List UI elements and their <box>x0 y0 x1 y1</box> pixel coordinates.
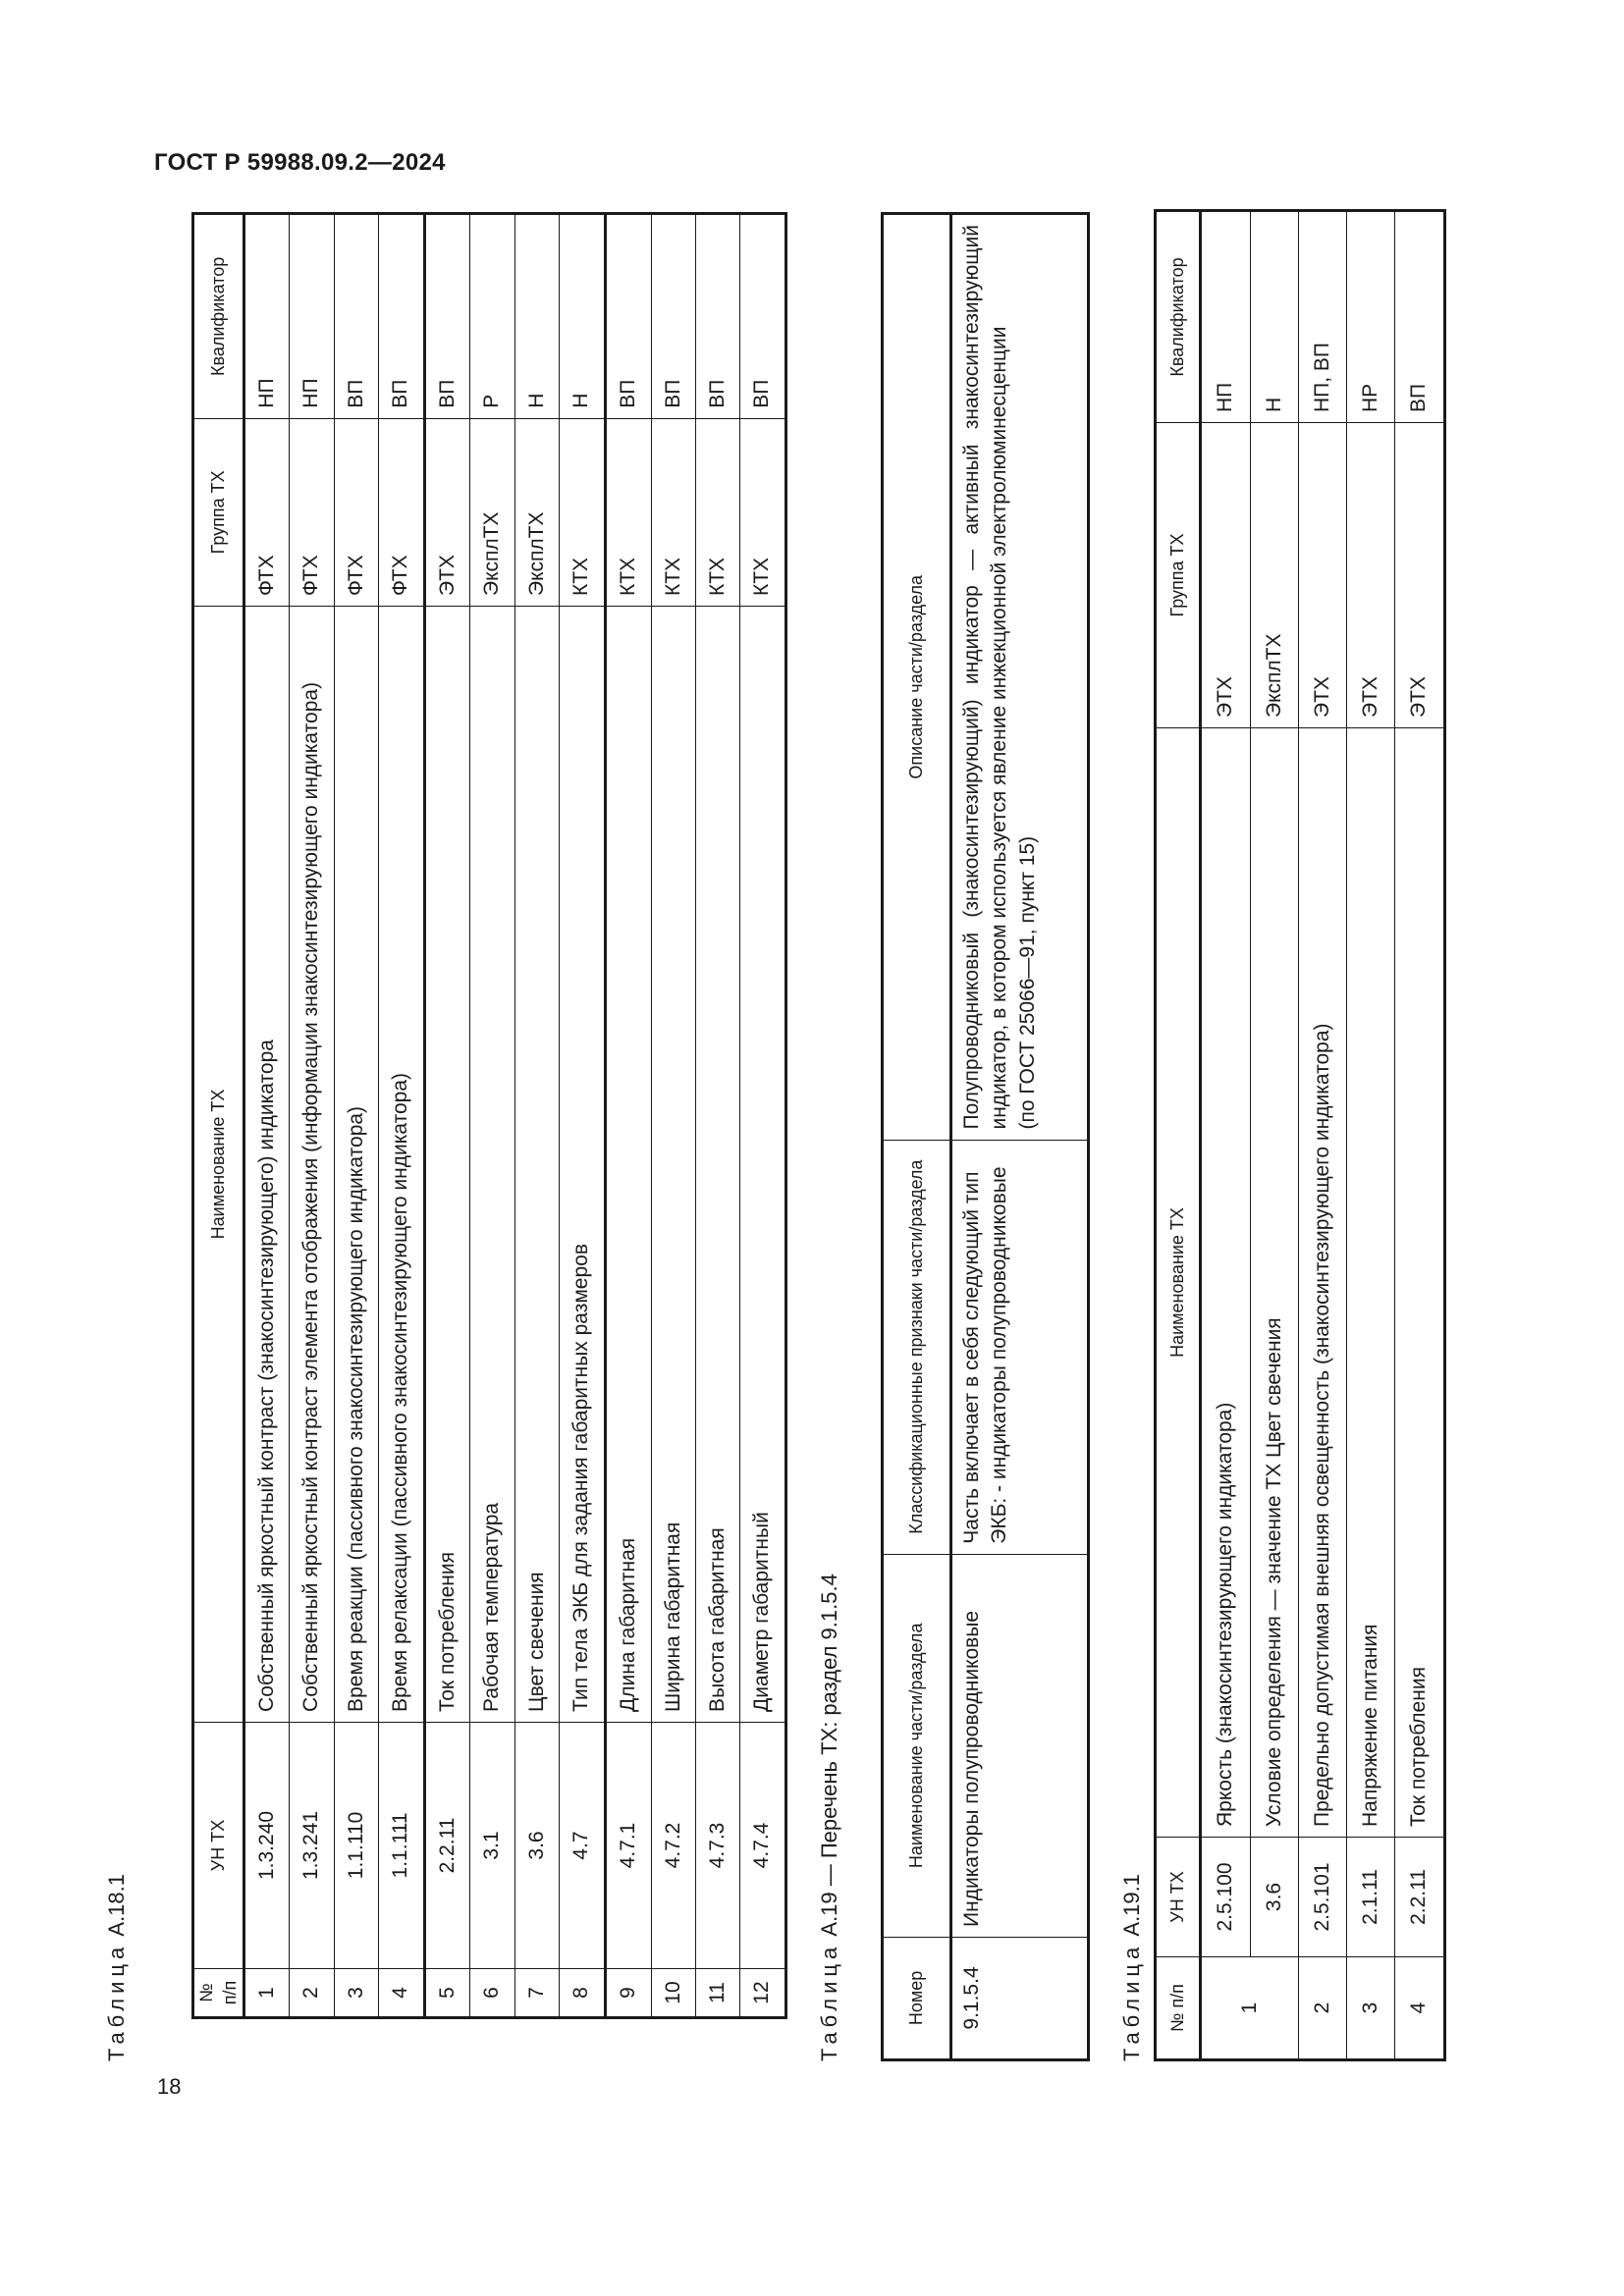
row-name: Ширина габаритная <box>651 607 695 1723</box>
header-name-tx: Наименование ТХ <box>1156 728 1201 1838</box>
row-qualifier: Н <box>514 214 559 419</box>
row-group: КТХ <box>559 418 605 606</box>
table-row <box>1395 211 1445 2060</box>
row-qualifier: ВП <box>378 214 424 419</box>
row-group: ФТХ <box>334 418 378 606</box>
row-name: Собственный яркостный контраст элемента отображения (информации знакосинтезирующего индикатора) <box>290 607 334 1723</box>
row-number: 7 <box>514 1969 559 2018</box>
row-name: Ток потребления <box>424 607 470 1723</box>
rotated-tables-area <box>104 216 1463 2061</box>
table-row <box>1250 211 1298 2060</box>
table-a19-1 <box>1154 209 1446 2061</box>
description-text: Полупроводниковый (знакосинтезирующий) индикатор — активный знакосинтезирующий индикатор, в котором используется явление инжекционной электролюминесценции <box>960 225 1011 1130</box>
row-name: Условие определения — значение ТХ Цвет свечения <box>1250 728 1298 1838</box>
table-row <box>1347 211 1395 2060</box>
row-name: Длина габаритная <box>605 607 651 1723</box>
row-name: Высота габаритная <box>695 607 739 1723</box>
row-number: 12 <box>740 1969 786 2018</box>
caption-id: А.19.1 <box>1119 1874 1144 1937</box>
caption-id: А.18.1 <box>104 1874 129 1937</box>
row-qualifier: ВП <box>424 214 470 419</box>
row-un-tx: 4.7 <box>559 1722 605 1968</box>
row-qualifier: ВП <box>695 214 739 419</box>
caption-prefix: Таблица <box>817 1942 841 2061</box>
table-a19-caption <box>817 1574 842 2061</box>
table-row <box>559 214 605 2018</box>
row-name: Время релаксации (пассивного знакосинтезирующего индикатора) <box>378 607 424 1723</box>
row-qualifier: НП <box>290 214 334 419</box>
row-un-tx: 3.6 <box>514 1722 559 1968</box>
row-number: 4 <box>378 1969 424 2018</box>
row-un-tx: 1.3.240 <box>244 1722 290 1968</box>
header-qualifier: Квалификатор <box>1156 211 1201 423</box>
row-name: Собственный яркостный контраст (знакосинтезирующего) индикатора <box>244 607 290 1723</box>
row-group: ФТХ <box>378 418 424 606</box>
header-group-tx: Группа ТХ <box>1156 423 1201 728</box>
row-name: Предельно допустимая внешняя освещенность (знакосинтезирующего индикатора) <box>1298 728 1346 1838</box>
part-name: Индикаторы полупроводниковые <box>951 1554 1089 1937</box>
row-group: ЭТХ <box>1395 423 1445 728</box>
part-features: Часть включает в себя следующий тип ЭКБ: - индикаторы полупроводниковые <box>951 1140 1089 1554</box>
row-group: ЭксплТХ <box>470 418 514 606</box>
row-name: Цвет свечения <box>514 607 559 1723</box>
row-group: ЭксплТХ <box>1250 423 1298 728</box>
part-description <box>951 214 1089 1141</box>
row-qualifier: НР <box>1347 211 1395 423</box>
header-number: Номер <box>883 1937 951 2059</box>
table-row <box>378 214 424 2018</box>
header-qualifier: Квалификатор <box>193 214 244 419</box>
row-group: ЭТХ <box>1347 423 1395 728</box>
table-a19 <box>881 212 1090 2061</box>
row-un-tx: 2.5.100 <box>1201 1838 1251 1957</box>
row-un-tx: 1.1.110 <box>334 1722 378 1968</box>
table-row <box>244 214 290 2018</box>
row-un-tx: 1.3.241 <box>290 1722 334 1968</box>
row-group: ЭТХ <box>1298 423 1346 728</box>
row-group: КТХ <box>695 418 739 606</box>
header-name-tx: Наименование ТХ <box>193 607 244 1723</box>
row-qualifier: НП, ВП <box>1298 211 1346 423</box>
row-qualifier: ВП <box>1395 211 1445 423</box>
table-row <box>514 214 559 2018</box>
row-group: ЭТХ <box>424 418 470 606</box>
row-name: Время реакции (пассивного знакосинтезирующего индикатора) <box>334 607 378 1723</box>
table-row <box>1298 211 1346 2060</box>
table-row <box>470 214 514 2018</box>
row-un-tx: 3.1 <box>470 1722 514 1968</box>
row-qualifier: ВП <box>605 214 651 419</box>
row-qualifier: НП <box>244 214 290 419</box>
part-number: 9.1.5.4 <box>951 1937 1089 2059</box>
row-group: ФТХ <box>290 418 334 606</box>
row-number: 4 <box>1395 1957 1445 2060</box>
row-number: 1 <box>1201 1957 1299 2060</box>
row-number: 2 <box>290 1969 334 2018</box>
row-name: Ток потребления <box>1395 728 1445 1838</box>
row-name: Напряжение питания <box>1347 728 1395 1838</box>
caption-prefix: Таблица <box>104 1942 129 2061</box>
row-name: Тип тела ЭКБ для задания габаритных размеров <box>559 607 605 1723</box>
row-un-tx: 2.1.11 <box>1347 1838 1395 1957</box>
row-qualifier: ВП <box>740 214 786 419</box>
row-group: ЭксплТХ <box>514 418 559 606</box>
row-group: КТХ <box>651 418 695 606</box>
table-a18-1-caption <box>104 1874 130 2061</box>
row-qualifier: Н <box>1250 211 1298 423</box>
row-un-tx: 3.6 <box>1250 1838 1298 1957</box>
header-description: Описание части/раздела <box>883 214 951 1141</box>
row-un-tx: 4.7.4 <box>740 1722 786 1968</box>
table-row <box>334 214 378 2018</box>
row-name: Рабочая температура <box>470 607 514 1723</box>
row-qualifier: Н <box>559 214 605 419</box>
table-row <box>740 214 786 2018</box>
row-number: 8 <box>559 1969 605 2018</box>
row-group: ФТХ <box>244 418 290 606</box>
table-row <box>695 214 739 2018</box>
row-number: 1 <box>244 1969 290 2018</box>
row-number: 11 <box>695 1969 739 2018</box>
table-row <box>651 214 695 2018</box>
description-reference: (по ГОСТ 25066—91, пункт 15) <box>1015 835 1039 1130</box>
row-group: КТХ <box>740 418 786 606</box>
row-number: 10 <box>651 1969 695 2018</box>
table-row <box>290 214 334 2018</box>
row-number: 5 <box>424 1969 470 2018</box>
row-un-tx: 2.5.101 <box>1298 1838 1346 1957</box>
row-number: 6 <box>470 1969 514 2018</box>
row-un-tx: 2.2.11 <box>424 1722 470 1968</box>
row-un-tx: 1.1.111 <box>378 1722 424 1968</box>
table-a18-1 <box>191 212 787 2019</box>
row-group: КТХ <box>605 418 651 606</box>
header-part-name: Наименование части/раздела <box>883 1554 951 1937</box>
header-number: № п/п <box>1156 1957 1201 2060</box>
table-row <box>1201 211 1251 2060</box>
caption-rest: А.19 — Перечень ТХ: раздел 9.1.5.4 <box>817 1574 841 1937</box>
row-number: 2 <box>1298 1957 1346 2060</box>
row-un-tx: 4.7.3 <box>695 1722 739 1968</box>
row-qualifier: ВП <box>651 214 695 419</box>
caption-prefix: Таблица <box>1119 1942 1144 2061</box>
document-header: ГОСТ Р 59988.09.2—2024 <box>154 149 446 176</box>
row-number: 3 <box>1347 1957 1395 2060</box>
header-group-tx: Группа ТХ <box>193 418 244 606</box>
row-qualifier: НП <box>1201 211 1251 423</box>
row-number: 9 <box>605 1969 651 2018</box>
row-group: ЭТХ <box>1201 423 1251 728</box>
header-un-tx: УН ТХ <box>1156 1838 1201 1957</box>
table-row <box>424 214 470 2018</box>
page-number: 18 <box>157 2074 182 2099</box>
row-name: Яркость (знакосинтезирующего индикатора) <box>1201 728 1251 1838</box>
row-qualifier: ВП <box>334 214 378 419</box>
row-un-tx: 4.7.2 <box>651 1722 695 1968</box>
row-name: Диаметр габаритный <box>740 607 786 1723</box>
row-un-tx: 2.2.11 <box>1395 1838 1445 1957</box>
table-a19-1-caption <box>1119 1874 1145 2061</box>
row-un-tx: 4.7.1 <box>605 1722 651 1968</box>
header-un-tx: УН ТХ <box>193 1722 244 1968</box>
table-row <box>605 214 651 2018</box>
header-features: Классификационные признаки части/раздела <box>883 1140 951 1554</box>
row-number: 3 <box>334 1969 378 2018</box>
header-number: № п/п <box>193 1969 244 2018</box>
row-qualifier: Р <box>470 214 514 419</box>
